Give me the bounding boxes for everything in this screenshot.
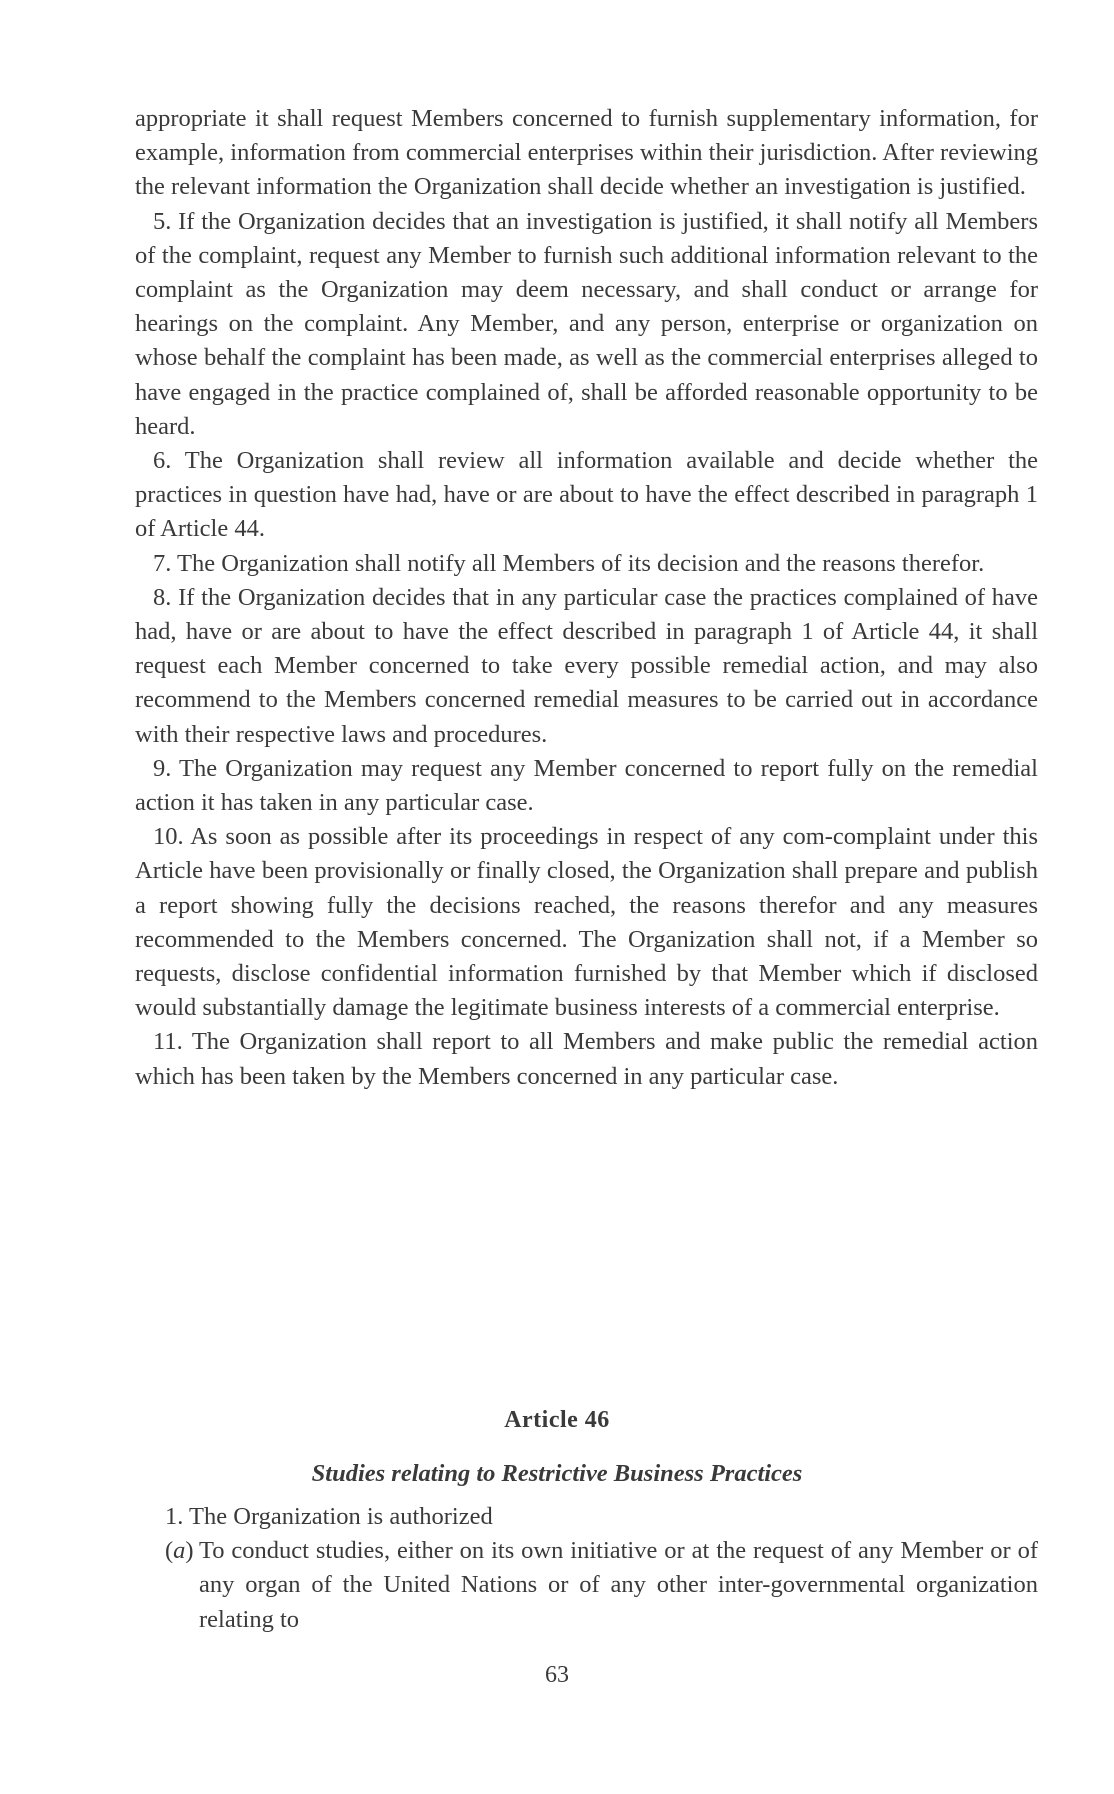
- article-title: Article 46: [504, 1407, 610, 1433]
- article-list: [135, 1500, 1038, 1637]
- list-item-1: 1. The Organization is authorized: [165, 1503, 493, 1530]
- list-sub-item-a: [135, 1534, 1038, 1637]
- sub-item-text: To conduct studies, either on its own initiative or at the request of any Member or of any organ of the United Nations or of any other inter-governmental organization relating to: [199, 1537, 1038, 1633]
- paragraph-11: 11. The Organization shall report to all Members and make public the remedial action which has been taken by the Members concerned in any particular case.: [135, 1028, 1038, 1090]
- sub-item-marker: (a): [165, 1537, 194, 1565]
- page-number: 63: [545, 1662, 569, 1688]
- paragraph-8: 8. If the Organization decides that in any particular case the practices complained of have had, have or are about to have the effect described in paragraph 1 of Article 44, it shall request each Member concerned to take every possible remedial action, and may also recommend to the Members concerned remedial measures to be carried out in accordance with their respective laws and procedures.: [135, 583, 1038, 748]
- paragraph-5: 5. If the Organization decides that an investigation is justified, it shall notify all Members of the complaint, request any Member to furnish such additional information relevant to the complaint as the Organization may deem necessary, and shall conduct or arrange for hearings on the complaint. Any Member, and any person, enterprise or organization on whose behalf the complaint has been made, as well as the commercial enterprises alleged to have engaged in the practice complained of, shall be afforded reasonable opportunity to be heard.: [135, 207, 1038, 440]
- paragraph-continuation: appropriate it shall request Members concerned to furnish supplementary information, for example, information from commercial enterprises within their jurisdiction. After reviewing the relevant information the Organization shall decide whether an investigation is justified.: [135, 105, 1038, 201]
- paragraph-6: 6. The Organization shall review all information available and decide whether the practices in question have had, have or are about to have the effect described in paragraph 1 of Article 44.: [135, 447, 1038, 543]
- article-subtitle: Studies relating to Restrictive Business Practices: [311, 1460, 803, 1487]
- body-text: [135, 102, 1038, 1094]
- paragraph-10: 10. As soon as possible after its proceedings in respect of any com-complaint under this Article have been provisionally or finally closed, the Organization shall prepare and publish a report showing fully the decisions reached, the reasons therefor and any measures recommended to the Members concerned. The Organization shall not, if a Member so requests, disclose confidential information furnished by that Member which if disclosed would substantially damage the legitimate business interests of a commercial enterprise.: [135, 823, 1038, 1022]
- paragraph-7: 7. The Organization shall notify all Members of its decision and the reasons therefor.: [153, 549, 985, 577]
- paragraph-9: 9. The Organization may request any Member concerned to report fully on the remedial action it has taken in any particular case.: [135, 754, 1038, 817]
